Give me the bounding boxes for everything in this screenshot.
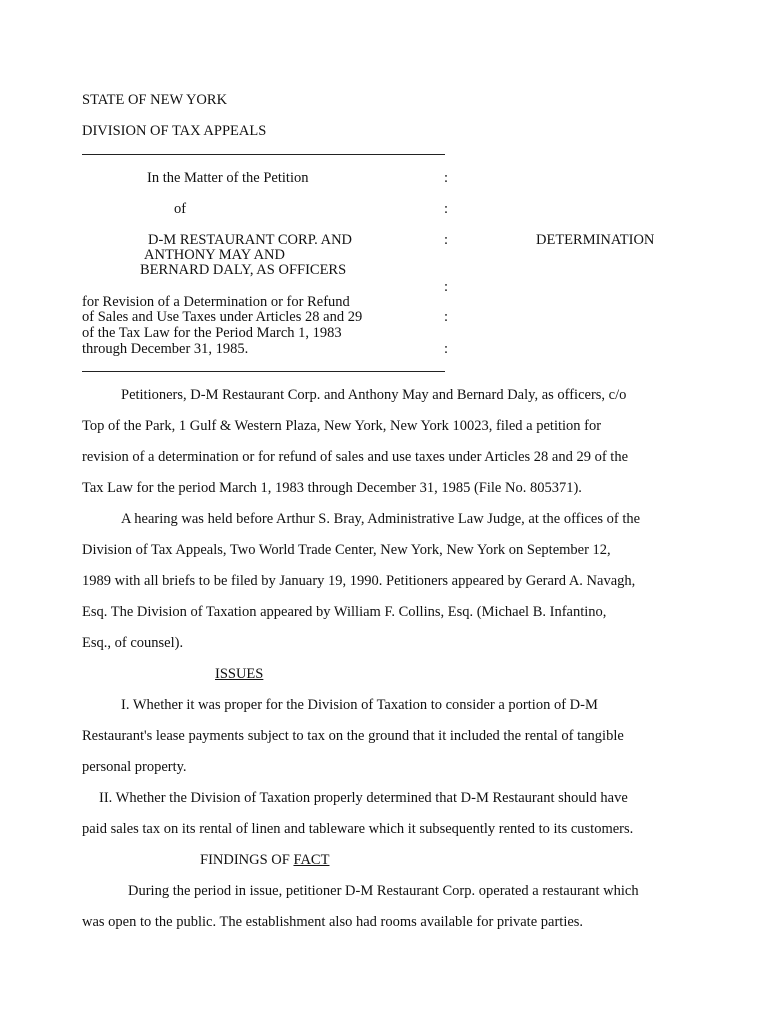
caption-colon: : xyxy=(444,201,449,217)
caption-colon: : xyxy=(444,279,449,295)
body-line: During the period in issue, petitioner D-M Restaurant Corp. operated a restaurant which xyxy=(128,883,639,899)
caption-colon: : xyxy=(444,232,449,248)
issues-heading: ISSUES xyxy=(215,666,264,682)
body-line: Esq., of counsel). xyxy=(82,635,184,651)
issue-line: personal property. xyxy=(82,759,187,775)
body-line: Division of Tax Appeals, Two World Trade Center, New York, New York on September 12, xyxy=(82,542,611,558)
body-line: Tax Law for the period March 1, 1983 through December 31, 1985 (File No. 805371). xyxy=(82,480,582,496)
body-line: was open to the public. The establishment also had rooms available for private parties. xyxy=(82,914,584,930)
body-line: Petitioners, D-M Restaurant Corp. and Anthony May and Bernard Daly, as officers, c/o xyxy=(121,387,627,403)
issue-line: I. Whether it was proper for the Division of Taxation to consider a portion of D-M xyxy=(121,697,598,713)
purpose-line: through December 31, 1985. xyxy=(82,341,249,357)
body-line: A hearing was held before Arthur S. Bray, Administrative Law Judge, at the offices of the xyxy=(121,511,641,527)
caption-colon: : xyxy=(444,170,449,186)
issue-line: Restaurant's lease payments subject to tax on the ground that it included the rental of tangible xyxy=(82,728,624,744)
issue-line: paid sales tax on its rental of linen and tableware which it subsequently rented to its customers. xyxy=(82,821,634,837)
findings-heading-prefix: FINDINGS OF xyxy=(200,852,294,868)
body-line: revision of a determination or for refund of sales and use taxes under Articles 28 and 29 of the xyxy=(82,449,629,465)
purpose-line: of the Tax Law for the Period March 1, 1983 xyxy=(82,325,342,341)
caption-top-rule xyxy=(82,154,445,155)
body-line: Esq. The Division of Taxation appeared by William F. Collins, Esq. (Michael B. Infantino, xyxy=(82,604,607,620)
findings-heading-fact: FACT xyxy=(293,852,330,868)
petitioner-line: ANTHONY MAY AND xyxy=(144,247,285,263)
determination-label: DETERMINATION xyxy=(536,232,655,248)
caption-bottom-rule xyxy=(82,371,445,372)
purpose-line: for Revision of a Determination or for Refund xyxy=(82,294,350,310)
caption-colon: : xyxy=(444,341,449,357)
petitioner-line: BERNARD DALY, AS OFFICERS xyxy=(140,262,347,278)
purpose-line: of Sales and Use Taxes under Articles 28 and 29 xyxy=(82,309,363,325)
petitioner-line: D-M RESTAURANT CORP. AND xyxy=(148,232,353,248)
body-line: 1989 with all briefs to be filed by January 19, 1990. Petitioners appeared by Gerard A. Navagh, xyxy=(82,573,636,589)
caption-matter: In the Matter of the Petition xyxy=(147,170,309,186)
state-heading: STATE OF NEW YORK xyxy=(82,92,228,108)
division-heading: DIVISION OF TAX APPEALS xyxy=(82,123,267,139)
findings-heading xyxy=(200,852,329,869)
body-line: Top of the Park, 1 Gulf & Western Plaza, New York, New York 10023, filed a petition for xyxy=(82,418,602,434)
caption-colon: : xyxy=(444,309,449,325)
caption-of: of xyxy=(174,201,187,217)
issue-line: II. Whether the Division of Taxation properly determined that D-M Restaurant should have xyxy=(99,790,628,806)
